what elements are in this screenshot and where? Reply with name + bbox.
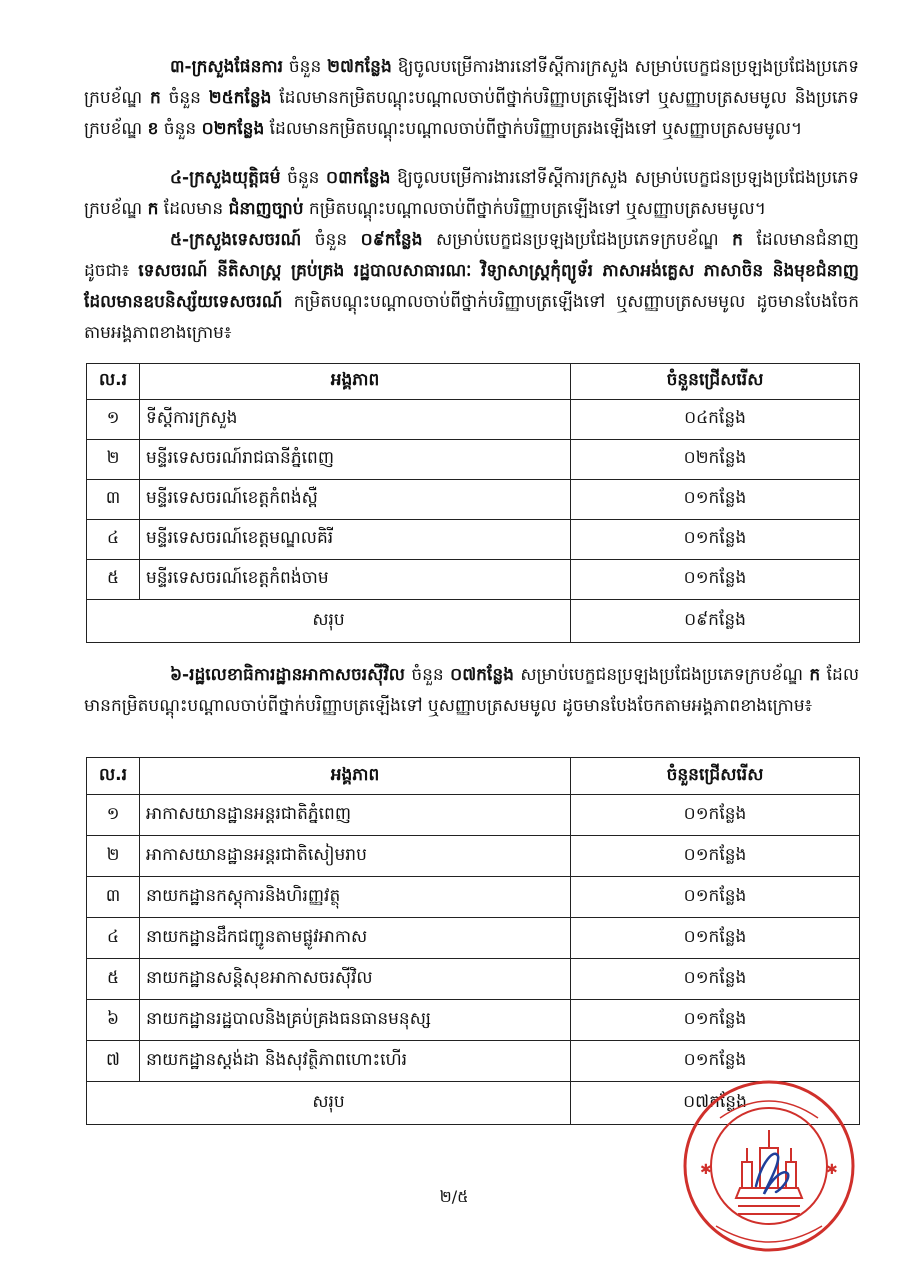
- ministry-name: ៥-ក្រសួងទេសចរណ៍: [170, 230, 302, 250]
- row-count: ០២កន្លែង: [571, 440, 860, 480]
- row-count: ០១កន្លែង: [571, 795, 860, 836]
- header-unit: អង្គភាព: [140, 364, 571, 400]
- total-value: ០៩កន្លែង: [571, 600, 860, 643]
- row-number: ១: [87, 795, 140, 836]
- table-row: [87, 1000, 860, 1041]
- page-number: ២/៥: [439, 1187, 469, 1206]
- seat-count: ០២កន្លែង: [201, 119, 265, 139]
- row-unit: មន្ទីរទេសចរណ៍ខេត្តកំពង់ស្ពឺ: [140, 480, 571, 520]
- table-row: [87, 440, 860, 480]
- table-row: [87, 520, 860, 560]
- table-header-row: [87, 364, 860, 400]
- category-letter: ក: [150, 88, 161, 108]
- row-count: ០១កន្លែង: [571, 560, 860, 600]
- svg-text:✱: ✱: [700, 1162, 712, 1178]
- skill-requirement: ជំនាញច្បាប់: [228, 199, 304, 219]
- seat-count: ០៣កន្លែង: [326, 168, 391, 188]
- category-letter: ក: [809, 665, 821, 685]
- row-count: ០៤កន្លែង: [571, 400, 860, 440]
- row-count: ០១កន្លែង: [571, 480, 860, 520]
- row-count: ០១កន្លែង: [571, 836, 860, 877]
- row-unit: មន្ទីរទេសចរណ៍ខេត្តមណ្ឌលគិរី: [140, 520, 571, 560]
- table-row: [87, 560, 860, 600]
- row-unit: នាយកដ្ឋានដឹកជញ្ជូនតាមផ្លូវអាកាស: [140, 918, 571, 959]
- table-row: [87, 959, 860, 1000]
- row-number: ១: [87, 400, 140, 440]
- seat-count: ២៥កន្លែង: [208, 88, 272, 108]
- row-number: ៥: [87, 959, 140, 1000]
- temple-emblem-icon: [736, 1130, 802, 1214]
- row-count: ០១កន្លែង: [571, 918, 860, 959]
- category-letter: ខ: [147, 119, 159, 139]
- ministry-name: ៣-ក្រសួងផែនការ: [170, 57, 283, 77]
- category-letter: ក: [732, 230, 743, 250]
- row-unit: អាកាសយានដ្ឋានអន្តរជាតិភ្នំពេញ: [140, 795, 571, 836]
- seat-count: ០៧កន្លែង: [450, 665, 514, 685]
- row-number: ៥: [87, 560, 140, 600]
- header-unit: អង្គភាព: [140, 758, 571, 795]
- total-value: ០៧កន្លែង: [571, 1082, 860, 1125]
- svg-text:✱: ✱: [826, 1162, 838, 1178]
- row-number: ៣: [87, 480, 140, 520]
- row-number: ៧: [87, 1041, 140, 1082]
- row-count: ០១កន្លែង: [571, 1041, 860, 1082]
- paragraph-ministry-tourism: ៥-ក្រសួងទេសចរណ៍ ចំនួន ០៩កន្លែង សម្រាប់បេក្ខជនប្រឡងប្រជែងប្រភេទក្របខ័ណ្ឌ ក ដែលមានជំនាញដូចជា៖ ទេសចរណ៍ នីតិសាស្ត្រ គ្រប់គ្រង រដ្ឋបាលសាធារណៈ វិទ្យាសាស្ត្រកុំព្យូទ័រ ភាសាអង់គ្លេស ភាសាចិន និងមុខជំនាញដែលមានឧបនិស្ស័យទេសចរណ៍ កម្រិតបណ្តុះបណ្តាលចាប់ពីថ្នាក់បរិញ្ញាបត្រឡើងទៅ ឬសញ្ញាបត្រសមមូល ដូចមានបែងចែកតាមអង្គភាពខាងក្រោម៖: [84, 230, 859, 343]
- paragraph-ministry-planning: ៣-ក្រសួងផែនការ ចំនួន ២៧កន្លែង ឱ្យចូលបម្រើការងារនៅទីស្តីការក្រសួង សម្រាប់បេក្ខជនប្រឡងប្រជែងប្រភេទក្របខ័ណ្ឌ ក ចំនួន ២៥កន្លែង ដែលមានកម្រិតបណ្តុះបណ្តាលចាប់ពីថ្នាក់បរិញ្ញាបត្រឡើងទៅ ឬសញ្ញាបត្រសមមូល និងប្រភេទក្របខ័ណ្ឌ ខ ចំនួន ០២កន្លែង ដែលមានកម្រិតបណ្តុះបណ្តាលចាប់ពីថ្នាក់បរិញ្ញាបត្ររងឡើងទៅ ឬសញ្ញាបត្រសមមូល។: [84, 57, 859, 139]
- ministry-name: ៦-រដ្ឋលេខាធិការដ្ឋានអាកាសចរស៊ីវិល: [170, 665, 405, 685]
- table-row: [87, 877, 860, 918]
- header-count: ចំនួនជ្រើសរើស: [571, 364, 860, 400]
- total-label: សរុប: [87, 600, 571, 643]
- row-number: ២: [87, 440, 140, 480]
- header-number: ល.រ: [87, 364, 140, 400]
- seat-count: ២៧កន្លែង: [327, 57, 392, 77]
- table-row: [87, 836, 860, 877]
- row-unit: នាយកដ្ឋានរដ្ឋបាលនិងគ្រប់គ្រងធនធានមនុស្ស: [140, 1000, 571, 1041]
- row-number: ៣: [87, 877, 140, 918]
- total-label: សរុប: [87, 1082, 571, 1125]
- table-header-row: [87, 758, 860, 795]
- ministry-name: ៤-ក្រសួងយុត្តិធម៌: [170, 168, 281, 188]
- header-number: ល.រ: [87, 758, 140, 795]
- seat-count: ០៩កន្លែង: [360, 230, 423, 250]
- official-seal-stamp: [680, 1078, 858, 1254]
- table-row: [87, 480, 860, 520]
- row-number: ២: [87, 836, 140, 877]
- table-row: [87, 918, 860, 959]
- row-number: ៤: [87, 520, 140, 560]
- table-row: [87, 1041, 860, 1082]
- row-unit: នាយកដ្ឋានកស្តុការនិងហិរញ្ញវត្ថុ: [140, 877, 571, 918]
- table-row: [87, 400, 860, 440]
- header-count: ចំនួនជ្រើសរើស: [571, 758, 860, 795]
- row-unit: មន្ទីរទេសចរណ៍ខេត្តកំពង់ចាម: [140, 560, 571, 600]
- row-unit: នាយកដ្ឋានសន្តិសុខអាកាសចរស៊ីវិល: [140, 959, 571, 1000]
- row-unit: ទីស្តីការក្រសួង: [140, 400, 571, 440]
- row-count: ០១កន្លែង: [571, 520, 860, 560]
- tourism-allocation-table: [86, 363, 860, 643]
- table-total-row: [87, 600, 860, 643]
- row-number: ៦: [87, 1000, 140, 1041]
- row-unit: អាកាសយានដ្ឋានអន្តរជាតិសៀមរាប: [140, 836, 571, 877]
- category-letter: ក: [147, 199, 159, 219]
- row-unit: មន្ទីរទេសចរណ៍រាជធានីភ្នំពេញ: [140, 440, 571, 480]
- paragraph-civil-aviation: ៦-រដ្ឋលេខាធិការដ្ឋានអាកាសចរស៊ីវិល ចំនួន ០៧កន្លែង សម្រាប់បេក្ខជនប្រឡងប្រជែងប្រភេទក្របខ័ណ្ឌ ក ដែលមានកម្រិតបណ្តុះបណ្តាលចាប់ពីថ្នាក់បរិញ្ញាបត្រឡើងទៅ ឬសញ្ញាបត្រសមមូល ដូចមានបែងចែកតាមអង្គភាពខាងក្រោម៖: [84, 665, 860, 716]
- row-count: ០១កន្លែង: [571, 1000, 860, 1041]
- table-row: [87, 795, 860, 836]
- civil-aviation-allocation-table: [86, 757, 860, 1125]
- seal-star-icon: [700, 1162, 838, 1178]
- skill-list: ទេសចរណ៍ នីតិសាស្ត្រ គ្រប់គ្រង រដ្ឋបាលសាធារណៈ វិទ្យាសាស្ត្រកុំព្យូទ័រ ភាសាអង់គ្លេស ភាសាចិន និងមុខជំនាញដែលមានឧបនិស្ស័យទេសចរណ៍: [84, 261, 859, 312]
- row-unit: នាយកដ្ឋានស្តង់ដា និងសុវត្ថិភាពហោះហើរ: [140, 1041, 571, 1082]
- row-count: ០១កន្លែង: [571, 959, 860, 1000]
- row-number: ៤: [87, 918, 140, 959]
- paragraph-ministry-justice: ៤-ក្រសួងយុត្តិធម៌ ចំនួន ០៣កន្លែង ឱ្យចូលបម្រើការងារនៅទីស្តីការក្រសួង សម្រាប់បេក្ខជនប្រឡងប្រជែងប្រភេទក្របខ័ណ្ឌ ក ដែលមាន ជំនាញច្បាប់ កម្រិតបណ្តុះបណ្តាលចាប់ពីថ្នាក់បរិញ្ញាបត្រឡើងទៅ ឬសញ្ញាបត្រសមមូល។: [84, 168, 859, 219]
- row-count: ០១កន្លែង: [571, 877, 860, 918]
